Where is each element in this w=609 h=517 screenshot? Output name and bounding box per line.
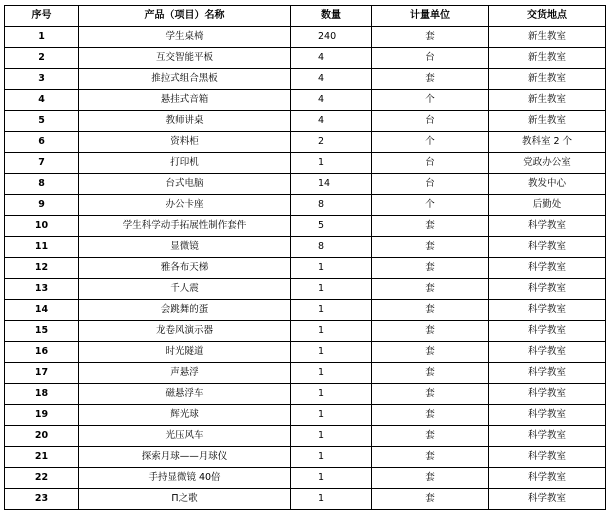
row-quantity: 4 bbox=[291, 90, 372, 111]
row-quantity: 5 bbox=[291, 216, 372, 237]
row-index: 7 bbox=[5, 153, 79, 174]
row-quantity: 1 bbox=[291, 300, 372, 321]
row-product-name: 光压风车 bbox=[79, 426, 291, 447]
row-product-name: 时光隧道 bbox=[79, 342, 291, 363]
row-unit: 套 bbox=[372, 258, 489, 279]
row-delivery-location: 科学教室 bbox=[489, 384, 606, 405]
row-index: 20 bbox=[5, 426, 79, 447]
table-row bbox=[5, 300, 606, 321]
row-unit: 台 bbox=[372, 174, 489, 195]
row-delivery-location: 科学教室 bbox=[489, 468, 606, 489]
row-quantity: 4 bbox=[291, 111, 372, 132]
table-row bbox=[5, 48, 606, 69]
row-delivery-location: 科学教室 bbox=[489, 363, 606, 384]
row-product-name: Π之歌 bbox=[79, 489, 291, 510]
row-unit: 个 bbox=[372, 195, 489, 216]
row-unit: 套 bbox=[372, 237, 489, 258]
row-delivery-location: 科学教室 bbox=[489, 300, 606, 321]
row-quantity: 8 bbox=[291, 195, 372, 216]
row-quantity: 240 bbox=[291, 27, 372, 48]
row-index: 3 bbox=[5, 69, 79, 90]
row-index: 11 bbox=[5, 237, 79, 258]
procurement-table bbox=[4, 5, 606, 510]
table-row bbox=[5, 468, 606, 489]
row-index: 16 bbox=[5, 342, 79, 363]
table-row bbox=[5, 321, 606, 342]
row-unit: 套 bbox=[372, 216, 489, 237]
row-delivery-location: 教科室 2 个 bbox=[489, 132, 606, 153]
procurement-table-container bbox=[4, 5, 606, 510]
row-product-name: 悬挂式音箱 bbox=[79, 90, 291, 111]
row-quantity: 4 bbox=[291, 69, 372, 90]
row-index: 19 bbox=[5, 405, 79, 426]
row-index: 12 bbox=[5, 258, 79, 279]
row-quantity: 1 bbox=[291, 489, 372, 510]
row-delivery-location: 后勤处 bbox=[489, 195, 606, 216]
row-delivery-location: 新生教室 bbox=[489, 69, 606, 90]
row-unit: 套 bbox=[372, 321, 489, 342]
row-unit: 套 bbox=[372, 342, 489, 363]
row-delivery-location: 科学教室 bbox=[489, 426, 606, 447]
row-unit: 套 bbox=[372, 279, 489, 300]
row-index: 22 bbox=[5, 468, 79, 489]
row-index: 2 bbox=[5, 48, 79, 69]
row-delivery-location: 科学教室 bbox=[489, 447, 606, 468]
row-product-name: 资料柜 bbox=[79, 132, 291, 153]
table-row bbox=[5, 27, 606, 48]
row-quantity: 1 bbox=[291, 384, 372, 405]
row-unit: 台 bbox=[372, 48, 489, 69]
row-index: 8 bbox=[5, 174, 79, 195]
row-index: 17 bbox=[5, 363, 79, 384]
table-header bbox=[5, 6, 606, 27]
row-quantity: 1 bbox=[291, 258, 372, 279]
row-unit: 台 bbox=[372, 111, 489, 132]
table-row bbox=[5, 258, 606, 279]
table-row bbox=[5, 195, 606, 216]
row-unit: 套 bbox=[372, 300, 489, 321]
row-product-name: 磁悬浮车 bbox=[79, 384, 291, 405]
table-row bbox=[5, 237, 606, 258]
row-unit: 套 bbox=[372, 489, 489, 510]
row-product-name: 互交智能平板 bbox=[79, 48, 291, 69]
row-quantity: 1 bbox=[291, 342, 372, 363]
row-quantity: 2 bbox=[291, 132, 372, 153]
row-unit: 套 bbox=[372, 426, 489, 447]
row-delivery-location: 科学教室 bbox=[489, 405, 606, 426]
header-unit: 计量单位 bbox=[372, 6, 489, 27]
row-unit: 台 bbox=[372, 153, 489, 174]
row-index: 5 bbox=[5, 111, 79, 132]
row-index: 4 bbox=[5, 90, 79, 111]
row-delivery-location: 新生教室 bbox=[489, 48, 606, 69]
row-index: 18 bbox=[5, 384, 79, 405]
row-unit: 套 bbox=[372, 384, 489, 405]
row-index: 9 bbox=[5, 195, 79, 216]
table-row bbox=[5, 405, 606, 426]
table-row bbox=[5, 279, 606, 300]
row-product-name: 打印机 bbox=[79, 153, 291, 174]
row-unit: 套 bbox=[372, 447, 489, 468]
table-row bbox=[5, 489, 606, 510]
row-product-name: 推拉式组合黑板 bbox=[79, 69, 291, 90]
row-product-name: 声悬浮 bbox=[79, 363, 291, 384]
header-product-name: 产品（项目）名称 bbox=[79, 6, 291, 27]
row-delivery-location: 科学教室 bbox=[489, 237, 606, 258]
row-delivery-location: 科学教室 bbox=[489, 489, 606, 510]
row-unit: 套 bbox=[372, 69, 489, 90]
row-delivery-location: 科学教室 bbox=[489, 258, 606, 279]
table-row bbox=[5, 363, 606, 384]
row-product-name: 手持显微镜 40倍 bbox=[79, 468, 291, 489]
header-row bbox=[5, 6, 606, 27]
table-body bbox=[5, 27, 606, 510]
table-row bbox=[5, 69, 606, 90]
row-unit: 个 bbox=[372, 90, 489, 111]
table-row bbox=[5, 90, 606, 111]
row-product-name: 雅各布天梯 bbox=[79, 258, 291, 279]
table-row bbox=[5, 216, 606, 237]
row-product-name: 龙卷风演示器 bbox=[79, 321, 291, 342]
row-index: 15 bbox=[5, 321, 79, 342]
row-delivery-location: 党政办公室 bbox=[489, 153, 606, 174]
row-product-name: 办公卡座 bbox=[79, 195, 291, 216]
row-index: 10 bbox=[5, 216, 79, 237]
row-delivery-location: 科学教室 bbox=[489, 321, 606, 342]
row-product-name: 台式电脑 bbox=[79, 174, 291, 195]
table-row bbox=[5, 174, 606, 195]
row-quantity: 1 bbox=[291, 363, 372, 384]
row-product-name: 千人震 bbox=[79, 279, 291, 300]
row-quantity: 1 bbox=[291, 321, 372, 342]
row-delivery-location: 新生教室 bbox=[489, 111, 606, 132]
row-product-name: 显微镜 bbox=[79, 237, 291, 258]
row-unit: 套 bbox=[372, 27, 489, 48]
row-delivery-location: 新生教室 bbox=[489, 90, 606, 111]
row-product-name: 学生科学动手拓展性制作套件 bbox=[79, 216, 291, 237]
row-index: 23 bbox=[5, 489, 79, 510]
row-delivery-location: 教发中心 bbox=[489, 174, 606, 195]
table-row bbox=[5, 426, 606, 447]
row-unit: 个 bbox=[372, 132, 489, 153]
row-quantity: 14 bbox=[291, 174, 372, 195]
row-index: 1 bbox=[5, 27, 79, 48]
row-index: 13 bbox=[5, 279, 79, 300]
table-row bbox=[5, 447, 606, 468]
row-unit: 套 bbox=[372, 468, 489, 489]
header-quantity: 数量 bbox=[291, 6, 372, 27]
row-quantity: 1 bbox=[291, 426, 372, 447]
header-index: 序号 bbox=[5, 6, 79, 27]
row-index: 21 bbox=[5, 447, 79, 468]
row-unit: 套 bbox=[372, 363, 489, 384]
row-product-name: 辉光球 bbox=[79, 405, 291, 426]
row-index: 14 bbox=[5, 300, 79, 321]
table-row bbox=[5, 111, 606, 132]
row-delivery-location: 科学教室 bbox=[489, 216, 606, 237]
row-quantity: 1 bbox=[291, 405, 372, 426]
row-quantity: 1 bbox=[291, 447, 372, 468]
row-delivery-location: 科学教室 bbox=[489, 279, 606, 300]
row-quantity: 1 bbox=[291, 279, 372, 300]
row-quantity: 8 bbox=[291, 237, 372, 258]
row-product-name: 学生桌椅 bbox=[79, 27, 291, 48]
row-quantity: 1 bbox=[291, 468, 372, 489]
table-row bbox=[5, 132, 606, 153]
row-product-name: 会跳舞的蛋 bbox=[79, 300, 291, 321]
row-delivery-location: 新生教室 bbox=[489, 27, 606, 48]
row-product-name: 教师讲桌 bbox=[79, 111, 291, 132]
table-row bbox=[5, 342, 606, 363]
row-index: 6 bbox=[5, 132, 79, 153]
row-product-name: 探索月球——月球仪 bbox=[79, 447, 291, 468]
row-delivery-location: 科学教室 bbox=[489, 342, 606, 363]
row-quantity: 4 bbox=[291, 48, 372, 69]
table-row bbox=[5, 153, 606, 174]
row-quantity: 1 bbox=[291, 153, 372, 174]
header-delivery-location: 交货地点 bbox=[489, 6, 606, 27]
row-unit: 套 bbox=[372, 405, 489, 426]
table-row bbox=[5, 384, 606, 405]
